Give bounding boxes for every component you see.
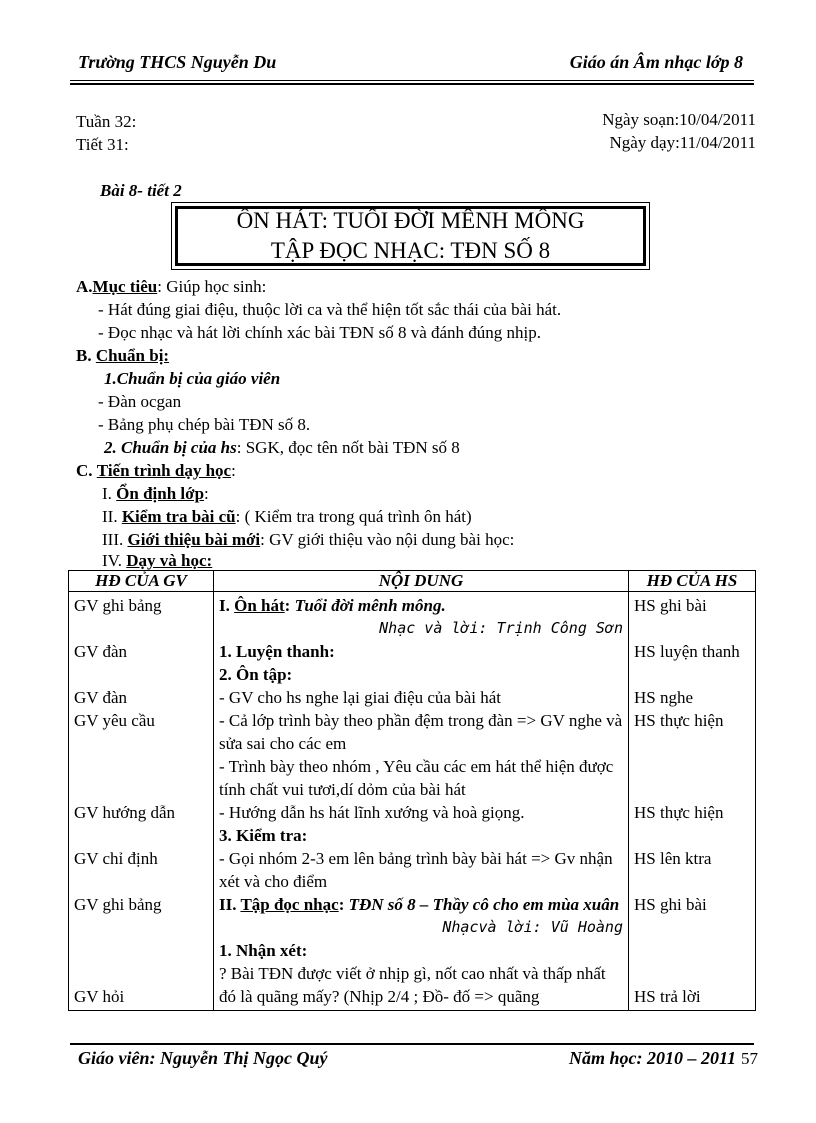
teacher-activity: GV chỉ định [74, 849, 158, 868]
song-title: Tuổi đời mênh mông. [294, 596, 446, 615]
lesson-number: Tiết 31: [76, 135, 129, 154]
header-school: Trường THCS Nguyễn Du [78, 52, 277, 72]
footer-teacher: Giáo viên: Nguyễn Thị Ngọc Quý [78, 1048, 328, 1068]
objective-item: - Hát đúng giai điệu, thuộc lời ca và thể hiện tốt sắc thái của bài hát. [98, 300, 562, 319]
preparation-heading [76, 346, 169, 366]
teacher-activity: GV đàn [74, 688, 128, 707]
teacher-activity: GV yêu cầu [74, 711, 155, 730]
student-prep-text: : SGK, đọc tên nốt bài TĐN số 8 [236, 438, 460, 457]
student-activity [634, 755, 750, 801]
student-activity [634, 663, 750, 686]
content-subheading: 2. Ôn tập: [219, 665, 293, 684]
objectives-heading [76, 277, 266, 297]
teacher-prep-item: - Bảng phụ chép bài TĐN số 8. [98, 415, 311, 434]
section-number: II. [219, 895, 241, 914]
step-heading: Ổn định lớp [116, 484, 205, 503]
preparation-title: Chuẩn bị: [95, 346, 170, 365]
section-sep: : [284, 596, 295, 615]
footer-rule [70, 1043, 754, 1045]
lesson-label: Bài 8- tiết 2 [100, 181, 182, 200]
student-activity: HS thực hiện [634, 803, 724, 822]
table-header-row [69, 571, 756, 592]
process-step [102, 530, 514, 550]
student-activity: HS lên ktra [634, 849, 712, 868]
student-activity [634, 824, 750, 847]
title-line-2: TẬP ĐỌC NHẠC: TĐN SỐ 8 [270, 238, 551, 263]
objectives-intro: : Giúp học sinh: [157, 277, 267, 296]
student-activity: HS nghe [634, 688, 694, 707]
teacher-activity: GV ghi bảng [74, 596, 162, 615]
week-label: Tuần 32: [76, 112, 137, 131]
student-activity: HS luyện thanh [634, 642, 740, 661]
content-section-title [219, 893, 623, 916]
title-line-1: ÔN HÁT: TUỔI ĐỜI MÊNH MÔNG [236, 208, 585, 233]
teacher-activity [74, 617, 208, 640]
student-prep-heading: 2. Chuẩn bị của hs [104, 438, 237, 457]
objectives-title: Mục tiêu [92, 277, 158, 296]
teacher-prep-heading: 1.Chuẩn bị của giáo viên [104, 369, 281, 388]
teacher-activity [74, 939, 208, 962]
content-column [214, 592, 629, 1011]
process-step [102, 507, 472, 527]
student-activity [634, 617, 750, 640]
step-number: II. [102, 507, 122, 526]
student-activity: HS ghi bài [634, 596, 707, 615]
step-heading: Giới thiệu bài mới [127, 530, 261, 549]
teacher-activity [74, 962, 208, 985]
student-activity: HS ghi bài [634, 895, 707, 914]
teach-date: Ngày dạy:11/04/2011 [609, 133, 756, 152]
song-credit: Nhạc và lời: Trịnh Công Sơn [379, 619, 623, 637]
teacher-activity-column [69, 592, 214, 1011]
teacher-activity: GV đàn [74, 642, 128, 661]
content-section-title [219, 594, 623, 617]
content-subheading: 3. Kiểm tra: [219, 826, 308, 845]
process-label: C. [76, 461, 93, 480]
header-student-activity: HĐ CỦA HS [629, 571, 756, 592]
section-number: I. [219, 596, 235, 615]
student-activity [634, 962, 750, 985]
teacher-activity: GV hướng dẫn [74, 803, 175, 822]
song-title: TĐN số 8 – Thầy cô cho em mùa xuân [348, 895, 620, 914]
step-text: : [204, 484, 209, 503]
step-number: IV. [102, 551, 127, 570]
teacher-prep-item: - Đàn ocgan [98, 392, 182, 411]
student-prep [104, 438, 460, 458]
prep-date: Ngày soạn:10/04/2011 [602, 110, 756, 129]
teacher-activity [74, 824, 208, 847]
process-colon: : [231, 461, 236, 480]
content-text: - Gọi nhóm 2-3 em lên bảng trình bày bài hát => Gv nhận xét và cho điểm [219, 849, 613, 891]
step-number: III. [102, 530, 128, 549]
teacher-activity [74, 663, 208, 686]
header-rule [70, 80, 754, 81]
student-activity-column [629, 592, 756, 1011]
process-step [102, 484, 209, 504]
content-text: ? Bài TĐN được viết ở nhịp gì, nốt cao nhất và thấp nhất đó là quãng mấy? (Nhịp 2/4 ; Đồ- đố => quãng [219, 964, 606, 1006]
step-number: I. [102, 484, 117, 503]
footer-year: Năm học: 2010 – 2011 [568, 1048, 736, 1068]
step-text: : GV giới thiệu vào nội dung bài học: [260, 530, 515, 549]
process-title: Tiến trình dạy học [96, 461, 232, 480]
process-step [102, 551, 212, 571]
header-teacher-activity: HĐ CỦA GV [69, 571, 214, 592]
header-rule-thick [70, 83, 754, 85]
title-box [171, 202, 650, 270]
teacher-activity [74, 755, 208, 801]
teacher-activity: GV ghi bảng [74, 895, 162, 914]
student-activity: HS trả lời [634, 987, 701, 1006]
song-credit: Nhạcvà lời: Vũ Hoàng [442, 918, 623, 936]
step-heading: Kiểm tra bài cũ [121, 507, 236, 526]
table-row [69, 592, 756, 1011]
step-text: : ( Kiểm tra trong quá trình ôn hát) [235, 507, 472, 526]
objective-item: - Đọc nhạc và hát lời chính xác bài TĐN số 8 và đánh đúng nhịp. [98, 323, 542, 342]
objectives-label: A. [76, 277, 93, 296]
section-heading: Ôn hát [234, 596, 285, 615]
header-content: NỘI DUNG [214, 571, 629, 592]
content-subheading: 1. Nhận xét: [219, 941, 308, 960]
content-text: - Cả lớp trình bày theo phần đệm trong đàn => GV nghe và sửa sai cho các em [219, 711, 623, 753]
content-text: - GV cho hs nghe lại giai điệu của bài hát [219, 688, 501, 707]
student-activity: HS thực hiện [634, 711, 724, 730]
section-heading: Tập đọc nhạc [240, 895, 339, 914]
preparation-label: B. [76, 346, 92, 365]
process-heading [76, 461, 236, 481]
page-number: 57 [741, 1049, 758, 1068]
step-heading: Dạy và học: [126, 551, 213, 570]
student-activity [634, 939, 750, 962]
header-subject: Giáo án Âm nhạc lớp 8 [569, 52, 743, 72]
section-sep: : [338, 895, 349, 914]
content-text: - Trình bày theo nhóm , Yêu cầu các em hát thể hiện được tính chất vui tươi,dí dỏm của bài hát [219, 757, 614, 799]
content-text: - Hướng dẫn hs hát lĩnh xướng và hoà giọng. [219, 803, 525, 822]
content-subheading: 1. Luyện thanh: [219, 642, 335, 661]
lesson-activity-table [68, 570, 756, 1011]
teacher-activity: GV hỏi [74, 987, 125, 1006]
